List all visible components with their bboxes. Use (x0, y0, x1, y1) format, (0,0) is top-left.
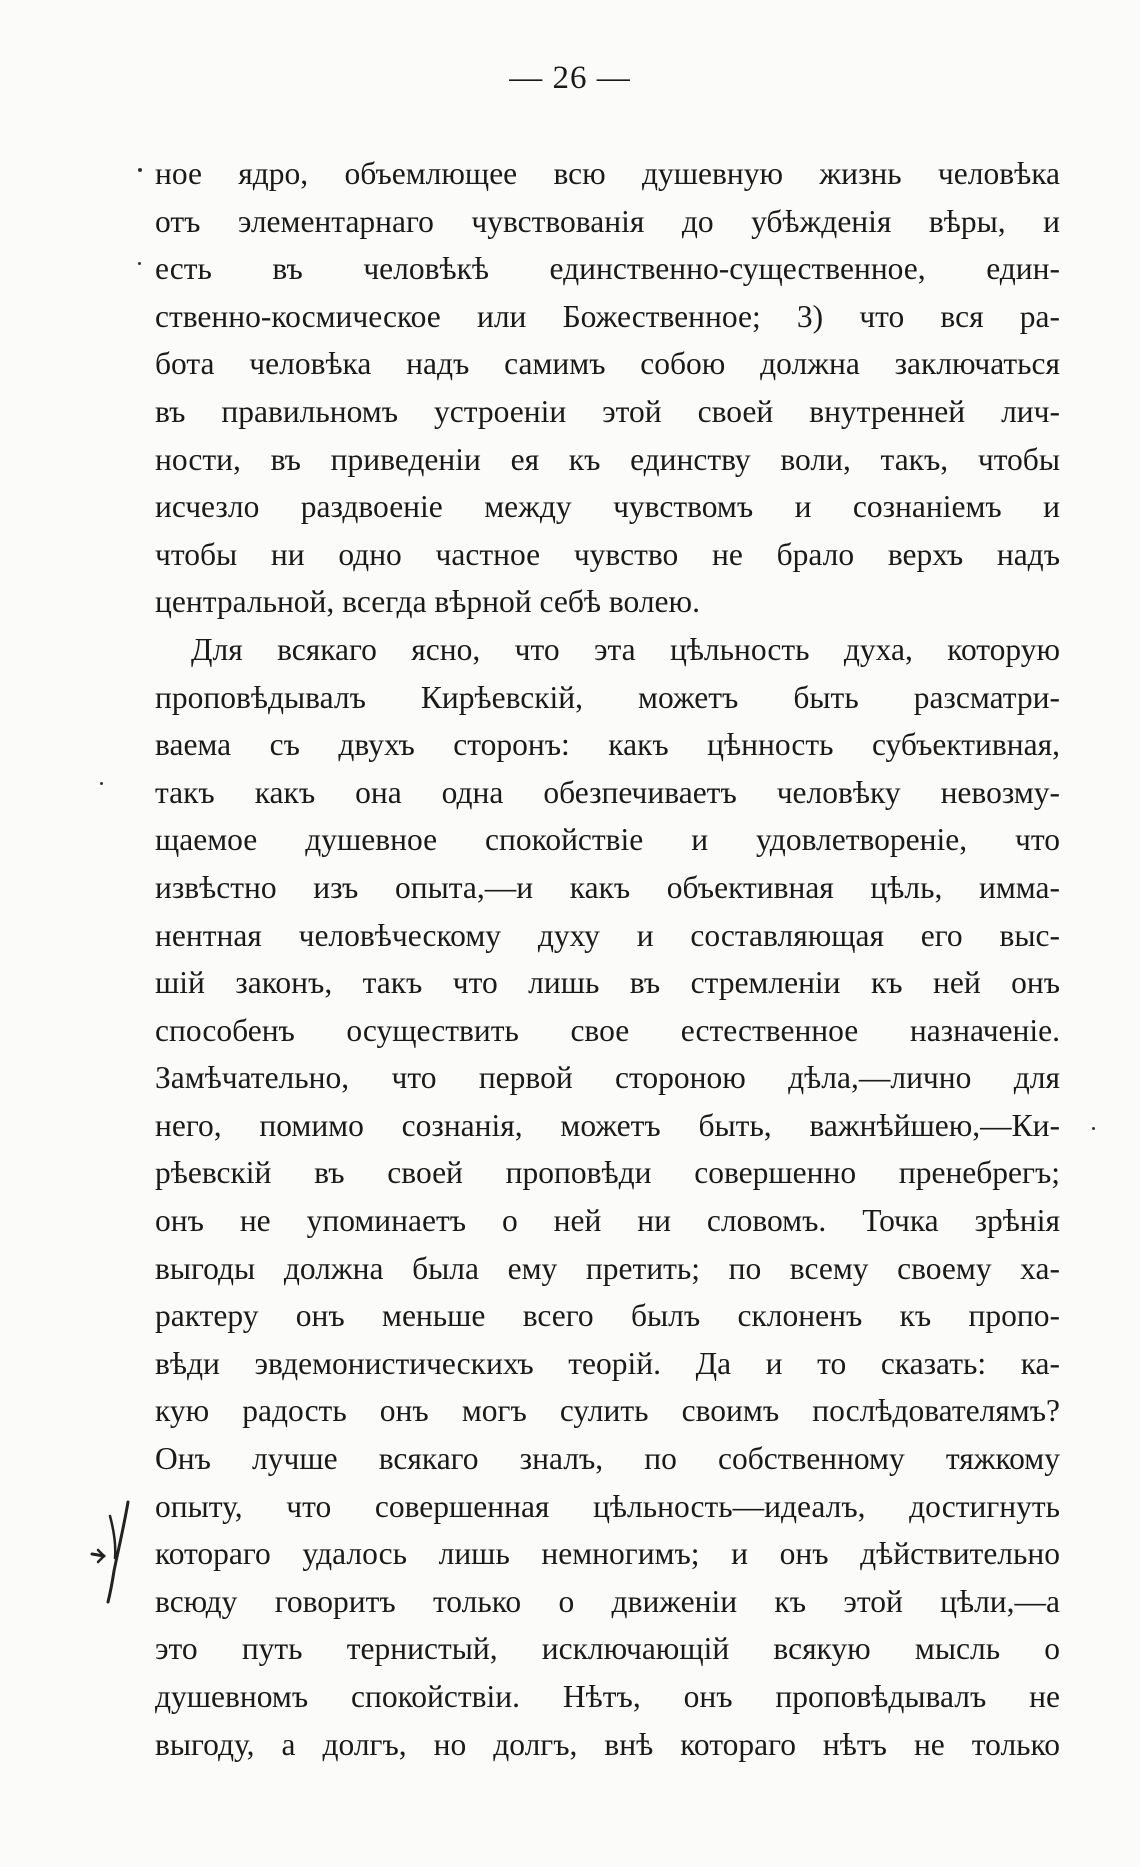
text-line: центральной, всегда вѣрной себѣ волею. (155, 584, 700, 620)
text-line: способенъ осуществить свое естественное назначеніе. (155, 1012, 1060, 1048)
text-line: вѣди эвдемонистическихъ теорій. Да и то сказать: ка- (155, 1345, 1060, 1381)
text-line: душевномъ спокойствіи. Нѣтъ, онъ проповѣдывалъ не (155, 1679, 1060, 1714)
handwritten-margin-mark (88, 1496, 138, 1606)
text-line: котораго удалось лишь немногимъ; и онъ дѣйствительно (155, 1536, 1060, 1572)
text-line: отъ элементарнаго чувствованія до убѣжденія вѣры, и (155, 203, 1060, 239)
text-line: кую радость онъ могъ сулить своимъ послѣдователямъ? (155, 1393, 1060, 1429)
text-line: рѣевскій въ своей проповѣди совершенно пренебрегъ; (155, 1155, 1060, 1191)
text-line: такъ какъ она одна обезпечиваетъ человѣку невозму- (155, 774, 1060, 810)
print-speck (100, 782, 103, 785)
page-number: — 26 — (509, 60, 631, 96)
text-line: нентная человѣческому духу и составляющая его выс- (155, 917, 1060, 953)
text-line: исчезло раздвоеніе между чувствомъ и сознаніемъ и (155, 489, 1060, 525)
text-line: шій законъ, такъ что лишь въ стремленіи къ ней онъ (155, 965, 1060, 1001)
text-line: выгоды должна была ему претить; по всему своему ха- (155, 1250, 1060, 1286)
text-line: бота человѣка надъ самимъ собою должна заключаться (155, 346, 1060, 382)
text-line: онъ не упоминаетъ о ней ни словомъ. Точка зрѣнія (155, 1203, 1060, 1239)
print-speck (138, 168, 142, 172)
text-line: щаемое душевное спокойствіе и удовлетвореніе, что (155, 822, 1060, 858)
text-line: всюду говоритъ только о движеніи къ этой цѣли,—а (155, 1583, 1060, 1619)
text-line: въ правильномъ устроеніи этой своей внутренней лич- (155, 393, 1060, 429)
text-line: выгоду, а долгъ, но долгъ, внѣ котораго нѣтъ не только (155, 1726, 1060, 1762)
text-line: опыту, что совершенная цѣльность—идеалъ, достигнуть (155, 1488, 1060, 1524)
print-speck (1092, 1127, 1095, 1130)
text-line: извѣстно изъ опыта,—и какъ объективная цѣль, имма- (155, 869, 1060, 905)
text-line: него, помимо сознанія, можетъ быть, важнѣйшею,—Ки- (155, 1107, 1060, 1143)
text-line: Замѣчательно, что первой стороною дѣла,—лично для (155, 1060, 1060, 1096)
text-line: есть въ человѣкѣ единственно-существенное, един- (155, 251, 1060, 287)
text-line: проповѣдывалъ Кирѣевскій, можетъ быть разсматри- (155, 679, 1060, 715)
text-line: Онъ лучше всякаго зналъ, по собственному тяжкому (155, 1441, 1060, 1477)
text-line: ное ядро, объемлющее всю душевную жизнь человѣка (155, 156, 1060, 191)
text-line: рактеру онъ меньше всего былъ склоненъ къ пропо- (155, 1298, 1060, 1334)
text-line: ности, въ приведеніи ея къ единству воли, такъ, чтобы (155, 441, 1060, 477)
text-line: Для всякаго ясно, что эта цѣльность духа, которую (191, 631, 1060, 667)
text-line: ваема съ двухъ сторонъ: какъ цѣнность субъективная, (155, 727, 1060, 763)
text-line: это путь тернистый, исключающій всякую мысль о (155, 1631, 1060, 1667)
print-speck (138, 262, 141, 265)
body-text (155, 150, 1060, 1768)
text-line: ственно-космическое или Божественное; 3) что вся ра- (155, 298, 1060, 334)
text-line: чтобы ни одно частное чувство не брало верхъ надъ (155, 536, 1060, 572)
